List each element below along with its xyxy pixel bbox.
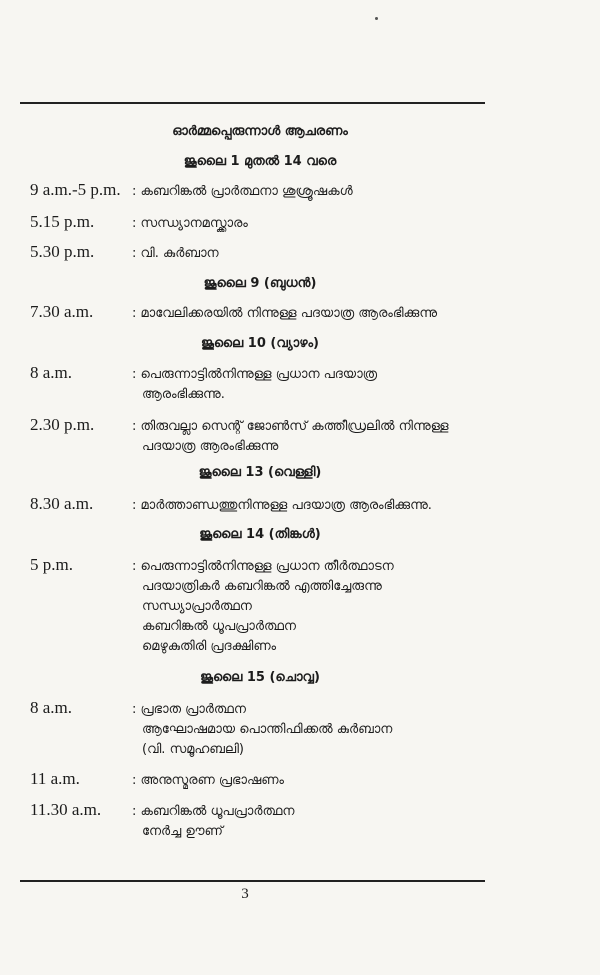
entry-description: [132, 417, 512, 457]
entry-line: കബറിങ്കൽ ധൂപപ്രാർത്ഥന: [142, 619, 296, 634]
entry-description: [132, 365, 512, 405]
entry-description: [132, 304, 512, 324]
entry-line: ആഘോഷമായ പൊന്തിഫിക്കൽ കുർബാന: [142, 722, 393, 737]
entry-time: 11.30 a.m.: [30, 800, 102, 819]
entry-description: [132, 771, 512, 791]
entry-line: : മാർത്താണ്ഡത്തുനിന്നുള്ള പദയാത്ര ആരംഭിക്കുന്നു.: [132, 498, 432, 513]
entry-time: 5.30 p.m.: [30, 242, 95, 261]
entry-time: 5 p.m.: [30, 555, 73, 574]
section-heading: ജൂലൈ 15 (ചൊവ്വ): [200, 670, 320, 685]
entry-description: [132, 496, 512, 516]
entry-line: : മാവേലിക്കരയിൽ നിന്നുള്ള പദയാത്ര ആരംഭിക്കുന്നു: [132, 306, 438, 321]
entry-description: [132, 557, 512, 657]
entry-line: : പ്രഭാത പ്രാർത്ഥന: [132, 702, 246, 717]
entry-line: : സന്ധ്യാനമസ്ക്കാരം: [132, 216, 248, 231]
entry-description: [132, 802, 512, 842]
entry-time: 5.15 p.m.: [30, 212, 95, 231]
bottom-rule: [20, 880, 485, 882]
entry-line: മെഴുകുതിരി പ്രദക്ഷിണം: [142, 639, 277, 654]
section-heading: ജൂലൈ 14 (തിങ്കൾ): [199, 527, 321, 542]
entry-time: 9 a.m.-5 p.m.: [30, 180, 121, 199]
entry-line: പദയാത്ര ആരംഭിക്കുന്നു: [142, 439, 279, 454]
section-heading: ജൂലൈ 10 (വ്യാഴം): [201, 336, 319, 351]
entry-line: : വി. കുർബാന: [132, 246, 219, 261]
entry-description: [132, 700, 512, 760]
entry-line: : അനുസ്മരണ പ്രഭാഷണം: [132, 773, 284, 788]
entry-time: 2.30 p.m.: [30, 415, 95, 434]
entry-line: : പെരുന്നാട്ടിൽനിന്നുള്ള പ്രധാന പദയാത്ര: [132, 367, 378, 382]
top-rule: [20, 102, 485, 104]
entry-time: 8 a.m.: [30, 698, 73, 717]
section-heading: ജൂലൈ 9 (ബുധൻ): [203, 276, 317, 291]
entry-line: : പെരുന്നാട്ടിൽനിന്നുള്ള പ്രധാന തീർത്ഥാടന: [132, 559, 394, 574]
page-number: 3: [241, 886, 249, 902]
entry-line: : കബറിങ്കൽ പ്രാർത്ഥനാ ശുശ്രൂഷകൾ: [132, 184, 353, 199]
entry-line: സന്ധ്യാപ്രാർത്ഥന: [142, 599, 252, 614]
page-title: ഓർമ്മപ്പെരുന്നാൾ ആചരണം: [172, 124, 348, 139]
entry-line: പദയാത്രികർ കബറിങ്കൽ എത്തിച്ചേരുന്നു: [142, 579, 382, 594]
entry-time: 11 a.m.: [30, 769, 80, 788]
scan-speck: [375, 17, 378, 20]
entry-line: : കബറിങ്കൽ ധൂപപ്രാർത്ഥന: [132, 804, 295, 819]
entry-time: 8.30 a.m.: [30, 494, 94, 513]
entry-line: : തിരുവല്ലാ സെന്റ് ജോൺസ് കത്തീഡ്രലിൽ നിന്നുള്ള: [132, 419, 449, 434]
entry-time: 8 a.m.: [30, 363, 73, 382]
entry-description: [132, 214, 512, 234]
entry-description: [132, 182, 512, 202]
section-heading: ജൂലൈ 1 മുതൽ 14 വരെ: [183, 154, 337, 169]
entry-line: (വി. സമൂഹബലി): [142, 742, 244, 757]
section-heading: ജൂലൈ 13 (വെള്ളി): [198, 465, 322, 480]
entry-line: ആരംഭിക്കുന്നു.: [142, 387, 225, 402]
entry-line: നേർച്ച ഊണ്: [142, 824, 223, 839]
entry-description: [132, 244, 512, 264]
entry-time: 7.30 a.m.: [30, 302, 94, 321]
